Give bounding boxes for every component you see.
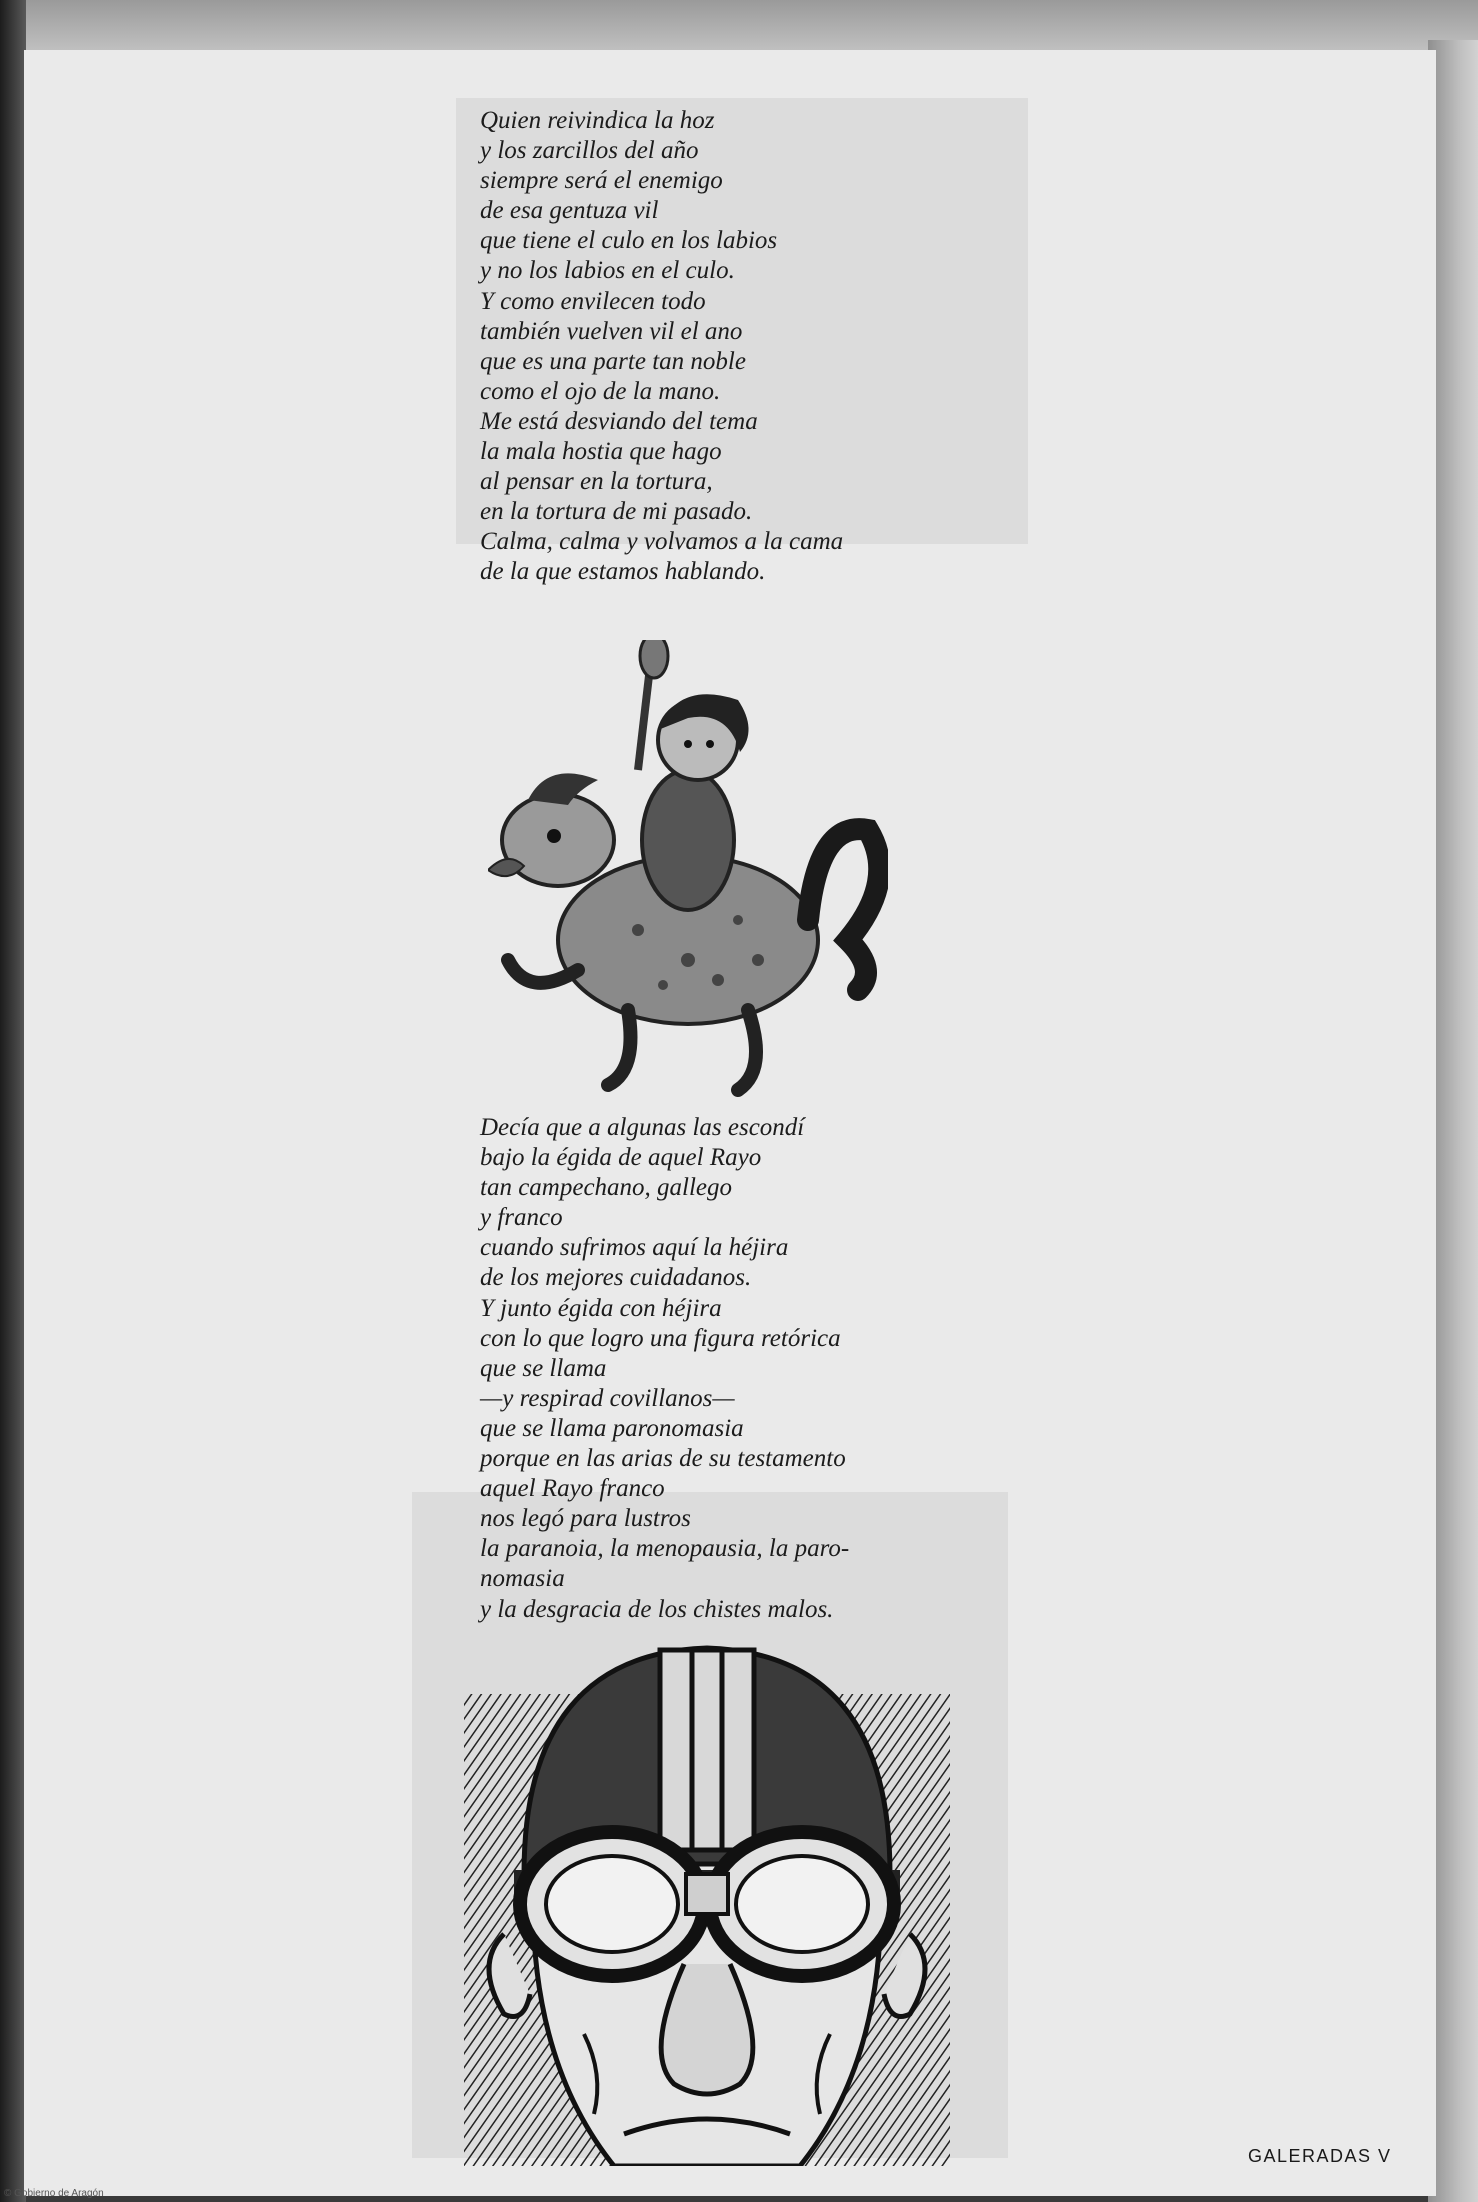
poem-line: de esa gentuza vil <box>480 197 659 225</box>
poem-line: Y como envilecen todo <box>480 287 706 315</box>
poem-line: que se llama paronomasia <box>480 1414 744 1442</box>
poem-line: siempre será el enemigo <box>480 167 723 195</box>
poem-line: y los zarcillos del año <box>480 137 699 165</box>
poem-line: al pensar en la tortura, <box>480 468 713 496</box>
poem-line: Calma, calma y volvamos a la cama <box>480 528 844 556</box>
poem-line: cuando sufrimos aquí la héjira <box>480 1234 789 1262</box>
poem-line: nos legó para lustros <box>480 1505 691 1533</box>
poem-line: Me está desviando del tema <box>480 407 758 435</box>
poem-top <box>480 106 1120 588</box>
poem-line: de la que estamos hablando. <box>480 558 766 586</box>
copyright-credit: © Gobierno de Aragón <box>4 2188 104 2199</box>
page-footer-label: GALERADAS V <box>1248 2146 1392 2166</box>
poem-line: Quien reivindica la hoz <box>480 107 715 134</box>
scan-border-left <box>0 0 26 2202</box>
poem-line: bajo la égida de aquel Rayo <box>480 1144 762 1172</box>
rider-on-horse-illustration <box>488 640 888 1110</box>
poem-line: que se llama <box>480 1354 607 1382</box>
aviator-goggles-face-illustration <box>464 1634 950 2166</box>
poem-line: aquel Rayo franco <box>480 1475 665 1503</box>
poem-line: nomasia <box>480 1565 565 1593</box>
poem-line: también vuelven vil el ano <box>480 317 743 345</box>
poem-line: porque en las arias de su testamento <box>480 1445 846 1473</box>
poem-line: la paranoia, la menopausia, la paro- <box>480 1535 850 1563</box>
poem-line: como el ojo de la mano. <box>480 377 721 405</box>
scan-border-top <box>0 0 1478 56</box>
poem-line: y no los labios en el culo. <box>480 257 735 285</box>
poem-bottom <box>480 1113 1120 1625</box>
poem-line: —y respirad covillanos— <box>480 1384 735 1412</box>
poem-line: tan campechano, gallego <box>480 1174 733 1202</box>
poem-line: Y junto égida con héjira <box>480 1294 722 1322</box>
poem-line: con lo que logro una figura retórica <box>480 1324 841 1352</box>
poem-line: y franco <box>480 1204 563 1232</box>
poem-line: que tiene el culo en los labios <box>480 227 778 255</box>
magazine-page <box>24 50 1436 2196</box>
poem-line: que es una parte tan noble <box>480 347 746 375</box>
poem-line: Decía que a algunas las escondí <box>480 1114 805 1141</box>
poem-line: la mala hostia que hago <box>480 438 722 466</box>
poem-line: y la desgracia de los chistes malos. <box>480 1595 834 1623</box>
poem-line: en la tortura de mi pasado. <box>480 498 753 526</box>
poem-line: de los mejores cuidadanos. <box>480 1264 752 1292</box>
